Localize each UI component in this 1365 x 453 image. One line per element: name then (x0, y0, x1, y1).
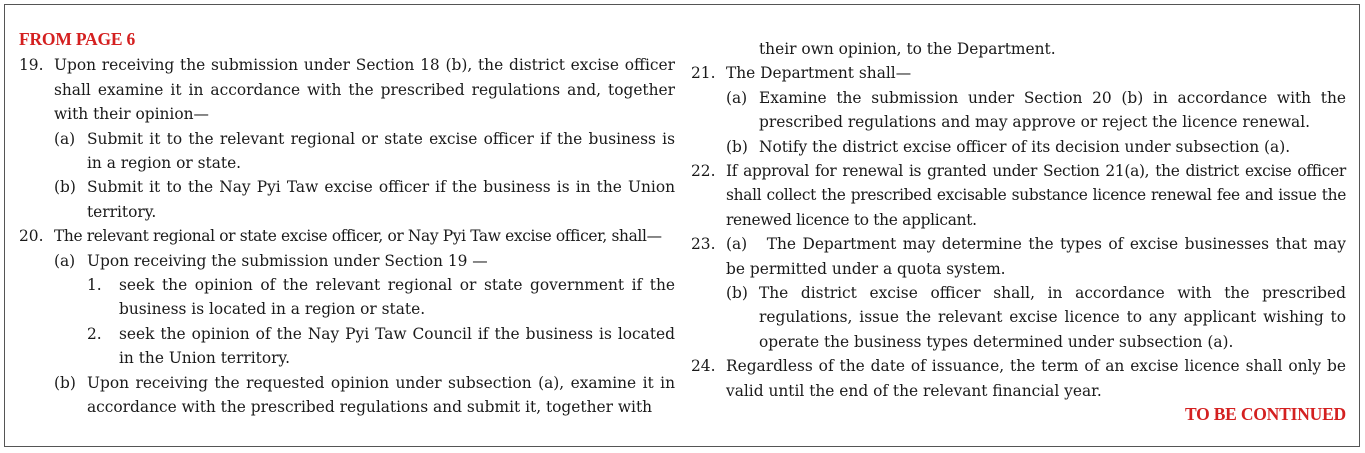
clause-22 (691, 159, 1346, 232)
subclause-text: Examine the submission under Section 20 (b) in accordance with the prescribed regulations and may approve or reject the licence renewal. (759, 88, 1346, 132)
clause-19 (19, 53, 675, 126)
clause-20a (19, 249, 675, 273)
subclause-letter: (b) (726, 137, 748, 156)
clause-number: 22. (691, 162, 716, 181)
subclause-text: Notify the district excise officer of its decision under subsection (a). (759, 137, 1291, 156)
subclause-letter: (b) (726, 284, 748, 303)
clause-21b (691, 135, 1346, 159)
clause-number: 20. (19, 227, 44, 246)
clause-20b (19, 371, 675, 420)
item-text: seek the opinion of the relevant regional or state government if the business is located in a region or state. (119, 276, 675, 319)
item-number: 1. (87, 276, 102, 295)
clause-19b (19, 175, 675, 224)
clause-number: 21. (691, 64, 716, 83)
clause-24 (691, 354, 1346, 403)
clause-text: The relevant regional or state excise officer, or Nay Pyi Taw excise officer, shall— (54, 227, 662, 246)
continuation-text: their own opinion, to the Department. (759, 40, 1056, 58)
clause-19a (19, 127, 675, 176)
subclause-text: Upon receiving the requested opinion under subsection (a), examine it in accordance with the prescribed regulations and submit it, together with (87, 373, 675, 417)
clause-20a-2 (19, 322, 675, 371)
subclause-letter: (a) (54, 251, 76, 270)
clause-23b (691, 281, 1346, 354)
clause-text: If approval for renewal is granted under Section 21(a), the district excise officer shall collect the prescribed excisable substance licence renewal fee and issue the renewed licence to the applicant. (726, 162, 1346, 229)
subclause-text: Upon receiving the submission under Section 19 — (87, 251, 488, 270)
clause-text: (a) The Department may determine the types of excise businesses that may be permitted under a quota system. (726, 235, 1351, 278)
clause-20a-1 (19, 273, 675, 322)
right-column (691, 37, 1351, 427)
item-number: 2. (87, 324, 102, 343)
clause-text: Upon receiving the submission under Section 18 (b), the district excise officer shall examine it in accordance with the prescribed regulations and, together with their opinion— (54, 56, 675, 124)
subclause-letter: (b) (54, 373, 76, 392)
clause-number: 19. (19, 56, 44, 75)
clause-20 (19, 224, 675, 248)
subclause-letter: (a) (54, 129, 76, 148)
left-column (19, 27, 675, 420)
clause-text: The Department shall— (726, 64, 912, 83)
clause-number: 23. (691, 235, 716, 254)
subclause-letter: (a) (726, 88, 748, 107)
from-page-label: FROM PAGE 6 (19, 29, 136, 49)
subclause-text: Submit it to the Nay Pyi Taw excise officer if the business is in the Union territory. (87, 178, 675, 221)
subclause-text: Submit it to the relevant regional or state excise officer if the business is in a region or state. (87, 129, 675, 173)
article-frame (4, 4, 1360, 447)
subclause-text: The district excise officer shall, in accordance with the prescribed regulations, issue the relevant excise licence to any applicant wishing to operate the business types determined under subsection (a). (759, 284, 1346, 351)
clause-21 (691, 61, 1346, 85)
clause-23a (691, 232, 1351, 281)
subclause-letter: (b) (54, 178, 76, 197)
clause-text: Regardless of the date of issuance, the term of an excise licence shall only be valid until the end of the relevant financial year. (726, 357, 1346, 400)
to-be-continued-label: TO BE CONTINUED (1184, 404, 1346, 425)
clause-number: 24. (691, 357, 716, 376)
clause-21a (691, 86, 1346, 135)
item-text: seek the opinion of the Nay Pyi Taw Council if the business is located in the Union territory. (119, 324, 675, 368)
